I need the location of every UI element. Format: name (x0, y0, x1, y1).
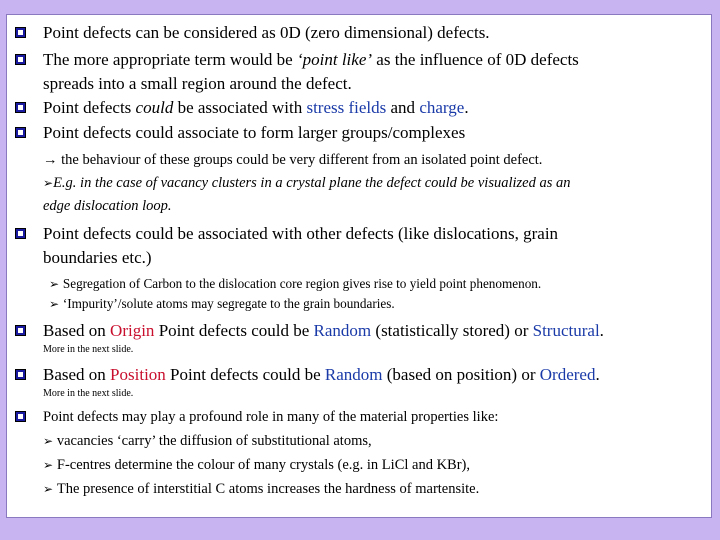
square-bullet-icon (15, 325, 26, 336)
bullet-text: Point defects can be considered as 0D (zero dimensional) defects. (43, 23, 490, 42)
charge-term: charge (419, 98, 465, 117)
square-bullet-icon (15, 228, 26, 239)
bullet-text: Point defects could be associated with stress fields and charge. (43, 98, 469, 117)
bullet-text: Point defects may play a profound role in many of the material properties like: (43, 409, 499, 425)
bullet-text: The more appropriate term would be ‘point like’ as the influence of 0D defects (43, 50, 579, 69)
arrow-bullet-icon: ➢ (43, 434, 57, 448)
square-bullet-icon (15, 411, 26, 422)
arrow-bullet-icon: ➢ (43, 176, 54, 190)
bullet-text: Based on Position Point defects could be Random (based on position) or Ordered. (43, 365, 600, 384)
ordered-term: Ordered (539, 365, 596, 384)
origin-term: Origin (110, 321, 155, 340)
random-term: Random (324, 365, 383, 384)
bullet-text: Point defects could be associated with other defects (like dislocations, grain (43, 224, 559, 243)
structural-term: Structural (532, 321, 600, 340)
square-bullet-icon (15, 54, 26, 65)
position-term: Position (110, 365, 166, 384)
square-bullet-icon (15, 102, 26, 113)
square-bullet-icon (15, 127, 26, 138)
square-bullet-icon (15, 27, 26, 38)
arrow-bullet-icon: ➢ (43, 458, 57, 472)
arrow-bullet-icon: ➢ (49, 277, 63, 291)
square-bullet-icon (15, 369, 26, 380)
arrow-bullet-icon: ➢ (43, 482, 57, 496)
bullet-text: Point defects could associate to form larger groups/complexes (43, 123, 466, 142)
stress-fields-term: stress fields (306, 98, 387, 117)
arrow-bullet-icon: ➢ (49, 297, 63, 311)
random-term: Random (313, 321, 372, 340)
slide-content: Point defects can be considered as 0D (zero dimensional) defects. The more appropriate term would be ‘point like’ as the influence of 0D defects spreads into a small region around the defect. Point defects could be associated with stress fields and charge. Point defects could associate to form larger groups/complexes → the behaviour of these groups could be very different from an isolated point defect. ➢E.g. in the case of vacancy clusters in a crystal plane the defect could be visualized as an edge dislocation loop. Point defects could be associated with other defects (like dislocations, grain boundaries etc.) ➢ Segregation of Carbon to the dislocation core region gives rise to yield point phenomenon. ➢ ‘Impurity’/solute atoms may segregate to the grain boundaries. Based on Origin Point defects could be Random (statistically stored) or Structural. More in the next slide. Based on Position Point defects could be Random (based on position) or Ordered. More in the next slide. Point defects may play a profound role in many of the material properties like: ➢ vacancies ‘carry’ the diffusion of substitutional atoms, ➢ F-centres determine the colour of many crystals (e.g. in LiCl and KBr), ➢ The presence of interstitial C atoms increases the hardness of martensite. (6, 14, 712, 518)
bullet-text: Based on Origin Point defects could be Random (statistically stored) or Structural. (43, 321, 604, 340)
